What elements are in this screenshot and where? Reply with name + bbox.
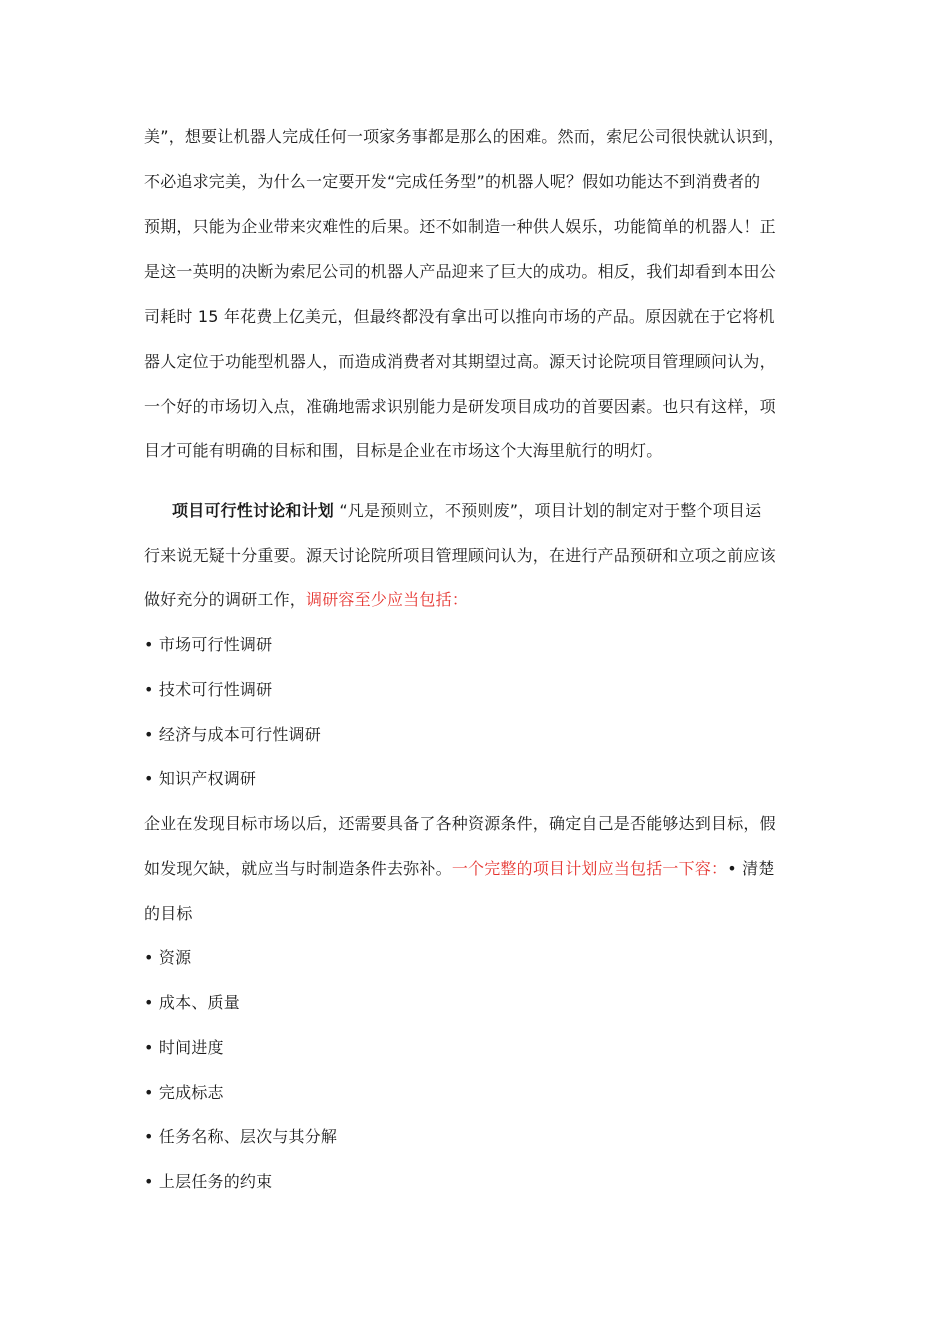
list-item: • 经济与成本可行性调研 [144,725,321,744]
section-heading: 项目可行性讨论和计划 [172,501,335,520]
paragraph-line: 一个好的市场切入点，准确地需求识别能力是研发项目成功的首要因素。也只有这样，项 [144,397,776,416]
list-item: • 上层任务的约束 [144,1172,273,1191]
paragraph-line: 器人定位于功能型机器人，而造成消费者对其期望过高。源天讨论院项目管理顾问认为， [144,352,776,371]
section-heading-line [144,500,824,522]
paragraph-line: 预期，只能为企业带来灾难性的后果。还不如制造一种供人娱乐，功能简单的机器人！正 [144,217,776,236]
list-item: • 市场可行性调研 [144,635,273,654]
paragraph-text: • 清楚 [727,859,775,878]
highlighted-text: 一个完整的项目计划应当包括一下容： [451,859,728,878]
paragraph-line: 不必追求完美，为什么一定要开发“完成任务型”的机器人呢？假如功能达不到消费者的 [144,172,761,191]
paragraph-line: 司耗时 15 年花费上亿美元，但最终都没有拿出可以推向市场的产品。原因就在于它将机 [144,307,775,326]
list-item: • 成本、质量 [144,993,240,1012]
highlighted-text: 调研容至少应当包括： [306,590,469,609]
paragraph-line: 的目标 [144,904,193,923]
list-item: • 完成标志 [144,1083,224,1102]
list-item: • 时间进度 [144,1038,224,1057]
list-item: • 技术可行性调研 [144,680,273,699]
section-intro-text: “凡是预则立，不预则废”，项目计划的制定对于整个项目运 [339,501,762,520]
paragraph-text: 做好充分的调研工作， [144,590,307,609]
list-item: • 任务名称、层次与其分解 [144,1127,338,1146]
paragraph-line [144,589,824,611]
paragraph-line [144,858,824,880]
paragraph-line: 目才可能有明确的目标和围，目标是企业在市场这个大海里航行的明灯。 [144,441,663,460]
paragraph-text: 如发现欠缺，就应当与时制造条件去弥补。 [144,859,452,878]
list-item: • 知识产权调研 [144,769,257,788]
list-item: • 资源 [144,948,192,967]
paragraph-line: 企业在发现目标市场以后，还需要具备了各种资源条件，确定自己是否能够达到目标，假 [144,814,776,833]
paragraph-line: 是这一英明的决断为索尼公司的机器人产品迎来了巨大的成功。相反，我们却看到本田公 [144,262,776,281]
paragraph-line: 行来说无疑十分重要。源天讨论院所项目管理顾问认为，在进行产品预研和立项之前应该 [144,546,776,565]
paragraph-line: 美”，想要让机器人完成任何一项家务事都是那么的困难。然而，索尼公司很快就认识到， [144,127,785,146]
